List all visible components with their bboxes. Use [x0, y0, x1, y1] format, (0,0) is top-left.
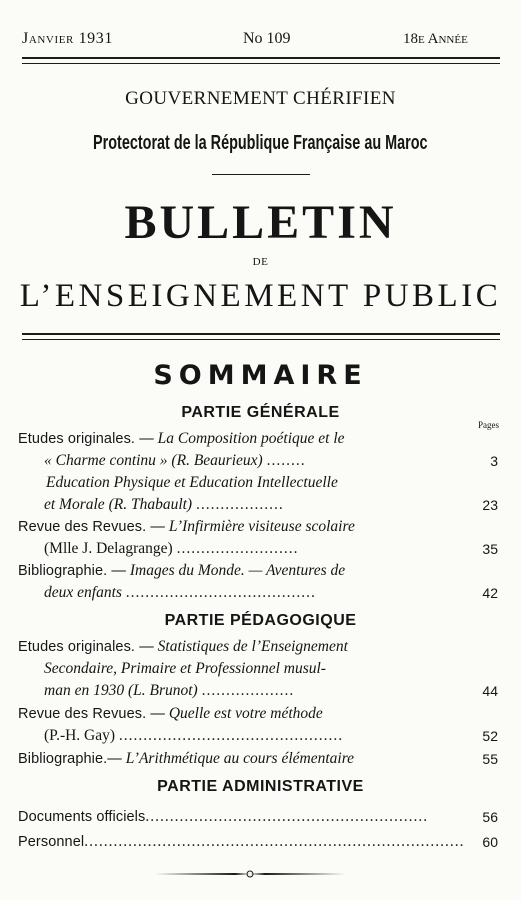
toc-page: 56 — [478, 806, 498, 828]
toc-page: 3 — [486, 450, 498, 472]
issue-number: No 109 — [243, 30, 291, 47]
header-rule-bottom — [22, 63, 500, 64]
toc-title: (Mlle J. Delagrange) — [44, 540, 173, 557]
protectorate-text: Protectorat de la République Française au Maroc — [93, 132, 428, 154]
bulletin-title: BULLETIN — [124, 196, 397, 249]
toc-entry — [18, 748, 498, 770]
toc-title: La Composition poétique et le — [157, 430, 345, 447]
ornament-rule-icon — [155, 869, 345, 879]
toc-title: Secondaire, Primaire et Professionnel musul- — [44, 660, 326, 677]
section-title-pedagogique: PARTIE PÉDAGOGIQUE — [164, 612, 357, 629]
sommaire-heading: SOMMAIRE — [153, 360, 368, 391]
toc-entry: Documents officiels.......................................................... 56 — [18, 806, 498, 828]
section-title-generale: PARTIE GÉNÉRALE — [181, 404, 340, 421]
section-title-administrative: PARTIE ADMINISTRATIVE — [157, 778, 364, 795]
toc-title: Quelle est votre méthode — [168, 705, 323, 722]
short-rule-1 — [212, 174, 310, 175]
toc-title: Statistiques de l’Enseignement — [157, 638, 348, 655]
toc-page: 42 — [478, 582, 498, 604]
government-title: GOUVERNEMENT CHÉRIFIEN — [125, 88, 396, 109]
bulletin-subtitle: L’ENSEIGNEMENT PUBLIC — [19, 278, 502, 314]
toc-title: L’Infirmière visiteuse scolaire — [168, 518, 355, 535]
toc-title: « Charme continu » (R. Beaurieux) — [44, 452, 263, 469]
toc-category: Revue des Revues. — — [18, 519, 165, 535]
end-ornament — [155, 866, 345, 876]
toc-entry: Bibliographie. — Images du Monde. — Aventures de deux enfants ....................................... 42 — [18, 560, 498, 604]
bulletin-title-de: DE — [252, 256, 269, 268]
toc-category: Revue des Revues. — — [18, 706, 165, 722]
pages-label: Pages — [478, 420, 499, 430]
header-rule-top — [22, 57, 500, 59]
toc-entry: Etudes originales. — Statistiques de l’Enseignement Secondaire, Primaire et Professionnel musul- man en 1930 (L. Brunot) ................... 44 — [18, 636, 498, 702]
protectorate-title — [0, 132, 521, 155]
toc-category: Etudes originales. — — [18, 639, 154, 655]
toc-page: 23 — [478, 494, 498, 516]
toc-entry: Education Physique et Education Intellectuelle et Morale (R. Thabault) .................. 23 — [18, 472, 498, 516]
toc-page: 44 — [478, 680, 498, 702]
toc-category: Documents officiels — [18, 809, 146, 825]
toc-page: 35 — [478, 538, 498, 560]
toc-page: 55 — [478, 748, 498, 770]
toc-entry: Revue des Revues. — L’Infirmière visiteuse scolaire (Mlle J. Delagrange) ......................... 35 — [18, 516, 498, 560]
toc-title: Education Physique et Education Intellectuelle — [46, 474, 338, 491]
toc-category: Bibliographie.— — [18, 751, 122, 767]
toc-entry: Revue des Revues. — Quelle est votre méthode (P.-H. Gay) .............................................. 52 — [18, 703, 498, 747]
masthead-rule-top — [22, 333, 500, 335]
toc-title: Images du Monde. — Aventures de — [129, 562, 346, 579]
toc-entry: Personnel.............................................................................. 60 — [18, 831, 498, 853]
issue-date: Janvier 1931 — [22, 30, 113, 47]
toc-page: 52 — [478, 725, 498, 747]
toc-category: Bibliographie. — — [18, 563, 126, 579]
masthead-rule-bottom — [22, 339, 500, 340]
toc-page: 60 — [478, 831, 498, 853]
toc-category: Personnel — [18, 834, 85, 850]
toc-title: deux enfants — [44, 584, 122, 601]
publication-year: 18e Année — [403, 31, 468, 47]
toc-title: et Morale (R. Thabault) — [44, 496, 193, 513]
toc-category: Etudes originales. — — [18, 431, 154, 447]
toc-title: L’Arithmétique au cours élémentaire — [125, 750, 355, 767]
toc-title: man en 1930 (L. Brunot) — [44, 682, 198, 699]
toc-title: (P.-H. Gay) — [44, 727, 116, 744]
toc-entry: Etudes originales. — La Composition poétique et le « Charme continu » (R. Beaurieux) ........ 3 — [18, 428, 498, 472]
